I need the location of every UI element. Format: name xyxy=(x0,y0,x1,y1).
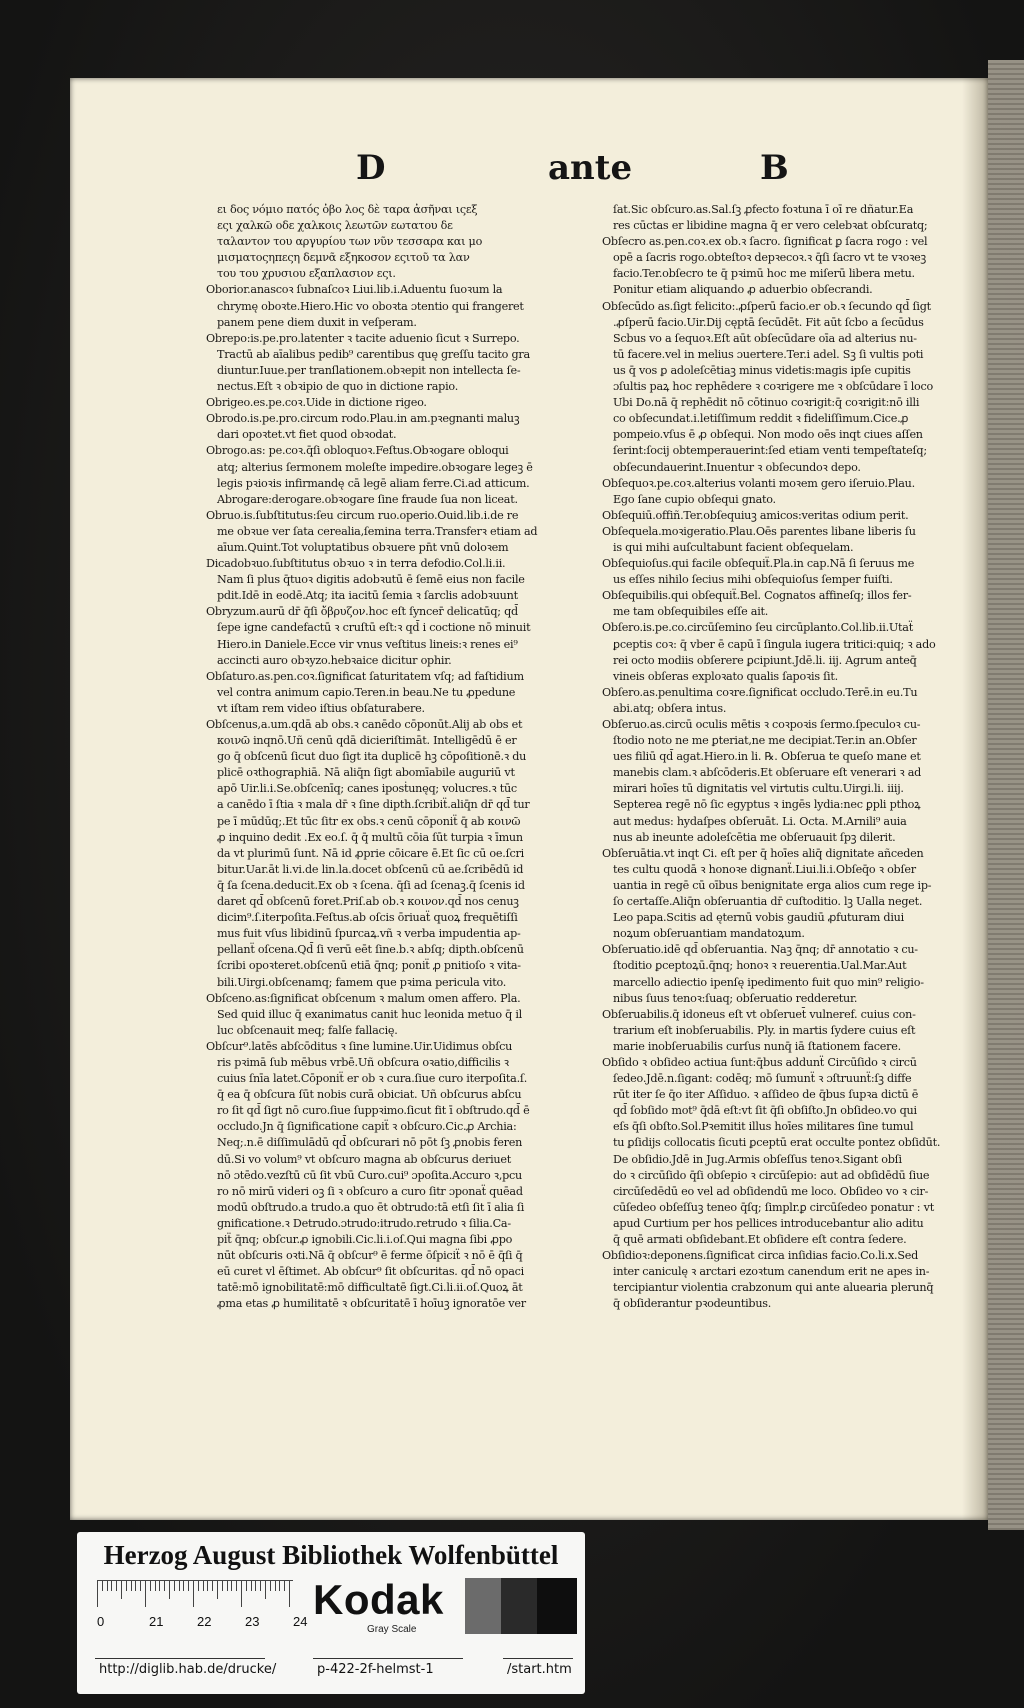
text-line: legis pꝛioꝛis infirmandę cā legē aliam ferre.Ci.ad atticum. xyxy=(217,476,530,490)
text-line: Obſequibilis.qui obſequiẗ.Bel. Cognatos affineſq; illos fer- xyxy=(602,589,912,603)
text-line: res cūctas er libidine magna q̄ er vero celebꝛat obſcuratq; xyxy=(613,219,928,233)
text-line: eſs q̄ſi obſto.Sol.Pꝛemitit illus hoīes militares ſine tumul xyxy=(613,1120,914,1134)
ruler-tick xyxy=(270,1581,271,1591)
text-line: chrymę oboꝛte.Hiero.Hic vo oboꝛta ɔtentio qui frangeret xyxy=(217,299,524,313)
text-line: ſcribi opoꝛteret.obſcenū etiā q̄nq; poniẗ ꝓ pnitioſo ꝛ vita- xyxy=(217,959,521,973)
ruler-tick xyxy=(193,1581,194,1607)
ruler-tick xyxy=(212,1581,213,1591)
text-line: Obryzum.aurū dr̄ q̄ſi ὄβρυζον.hoc eſt ſyncer̄ delicatūq; qd̄ xyxy=(206,605,518,619)
text-line: is qui mihi auſcultabunt facient obſequelam. xyxy=(613,540,854,554)
text-line: me tam obſequibiles eſſe ait. xyxy=(613,605,769,619)
ruler-tick xyxy=(289,1581,290,1607)
ruler-number: 23 xyxy=(245,1614,260,1629)
text-line: vineis obſeras exploꝛato qualis ſapoꝛis ſit. xyxy=(613,669,838,683)
text-line: ει δος νόμιο πατός ὀβο λος δὲ ταρα ἀσῆναι ιςεξ xyxy=(217,203,478,216)
text-line: qd̄ ſobſido mot⁹ q̄dā eſt:vt ſit q̄ſi obſiſto.Jn obſideo.vo qui xyxy=(613,1104,917,1118)
ruler-tick xyxy=(198,1581,199,1591)
text-line: apud Curtium per hos pellices introducebantur alio aditu xyxy=(613,1216,924,1230)
ruler-number: 24 xyxy=(293,1614,308,1629)
ruler-tick xyxy=(111,1581,112,1591)
text-line: tercipiantur violentia crabzonum qui ante aluearia plerunq̄ xyxy=(613,1281,934,1295)
text-line: us eſſes nihilo ſecius mihi obſequioſus ſemper fuiſti. xyxy=(613,573,893,587)
text-line: Obſequiū.offiñ.Ter.obſequiuꝫ amicos:veritas odium perit. xyxy=(602,508,909,522)
text-line: a canēdo ī ſtia ꝛ mala dr̄ ꝛ ſine dipth.ſcribiẗ.aliq̄n dr̄ qd̄ tur xyxy=(217,798,530,812)
text-line: ꝑceptis coꝛ: q̄ vber ē capū ī ſingula iugera tritici:quiq; ꝛ ado xyxy=(613,637,936,651)
text-line: plicē oꝛthographiā. Nā aliq̄n ſigt abomīabile auguriū vt xyxy=(217,766,515,780)
text-line: tu ꝑſidijs collocatis ſicuti ꝑceptū erat occulte pontez obſidūt. xyxy=(613,1136,941,1150)
ruler-tick xyxy=(275,1581,276,1591)
ruler-tick xyxy=(284,1581,285,1591)
header-title: ante xyxy=(548,148,633,188)
text-line: q̄ quē armati obſidebant.Et obſidere eſt contra ſedere. xyxy=(613,1233,907,1246)
text-line: Obruo.is.ſubſtitutus:ſeu circum ruo.operio.Ouid.lib.i.de re xyxy=(206,508,519,522)
text-line: nibus ſuus tenoꝛ:ſuaq; obſeruatio redderetur. xyxy=(613,991,858,1005)
url-underline xyxy=(95,1658,265,1659)
text-line: ταλαντον του αργυρίου των νῦν τεσσαρα και μο xyxy=(217,235,483,249)
text-line: eū curet vl ēſtimet. Ab obſcur⁹ ſit obſcuritas. qd̄ nō opaci xyxy=(217,1265,524,1279)
ruler-tick xyxy=(246,1581,247,1591)
text-line: Obrigeo.es.pe.coꝛ.Uide in dictione rigeo. xyxy=(206,396,427,410)
text-line: ro nō mirū videri oꝫ ſi ꝛ obſcuro a curo ſitr ɔponaẗ quēad xyxy=(217,1184,523,1198)
ruler-tick xyxy=(140,1581,141,1591)
text-line: Obſcur⁹.latēs abſcōditus ꝛ ſine lumine.Uir.Uidimus obſcu xyxy=(206,1039,513,1053)
text-line: Obſero.as.penultima coꝛre.ſignificat occludo.Terē.in eu.Tu xyxy=(602,685,918,699)
library-color-target-card xyxy=(77,1532,585,1694)
digital-library-url: http://diglib.hab.de/drucke/ xyxy=(99,1662,277,1677)
text-line: ꝓ inquino dedit .Ex eo.ſ. q̄ q̄ multū cōia ſūt turpia ꝛ īmun xyxy=(217,830,523,844)
text-line: bili.Uirgi.obſcenamq; famem que pꝛima pericula vito. xyxy=(217,975,507,989)
ruler-tick xyxy=(164,1581,165,1591)
text-line: pdit.Idē in eodē.Atq; ita iacitū ſemia ꝛ ſarclis adobꝛuunt xyxy=(217,589,518,603)
ruler-tick xyxy=(126,1581,127,1591)
text-line: Obſcenus,a.um.qdā ab obs.ꝛ canēdo cōponūt.Alij ab obs et xyxy=(206,718,523,731)
text-line: apō Uir.li.i.Se.obſcenīq; canes iposṫunęq; volucres.ꝛ tūc xyxy=(217,782,517,796)
text-line: rūt iter ſe q̄o iter Aſſiduo. ꝛ aſſideo de q̄bus ſupꝛa dictū ē xyxy=(613,1088,919,1102)
text-line: Obſecro as.pen.coꝛ.ex ob.ꝛ ſacro. ſignificat ꝑ ſacra rogo : vel xyxy=(602,235,928,249)
text-line: bitur.Uar.āt li.vi.de lin.la.docet obſcenū cū ae.ſcribēdū id xyxy=(217,862,524,876)
text-line: De obſidio.Jdē in Jug.Armis obſeſſus tenoꝛ.Sigant obſi xyxy=(613,1152,902,1166)
text-line: abi.atq; obſera intus. xyxy=(613,701,727,715)
text-line: Obſeruabilis.q̄ idoneus eſt vt obſeruet̄ vulneref. cuius con- xyxy=(602,1007,916,1021)
text-line: Obſequela.moꝛigeratio.Plau.Oēs parentes libane liberis ſu xyxy=(602,524,916,538)
text-line: ſedeo.Jdē.n.ſigant: codēq; mō ſumunẗ ꝛ ɔſtruunẗ:ſꝫ diffe xyxy=(613,1072,912,1086)
text-line: facio.Ter.obſecro te q̄ pꝛimū hoc me miſerū libera metu. xyxy=(613,267,915,281)
text-line: marcello adiectio ipenſę ipedimento fuit quo min⁹ religio- xyxy=(613,975,924,989)
text-line: μισματοςηπεςη δεμνᾶ εξηκοσον εςιτοῦ τα λαν xyxy=(217,251,470,265)
text-line: .ꝓſperū facio.Uir.Dij cęptā ſecūdēt. Fit aūt ſcbo a ſecūdus xyxy=(613,315,924,329)
text-line: Neq;.n.ē diſſimulādū qd̄ obſcurari nō pōt ſꝫ ꝓnobis feren xyxy=(217,1136,523,1150)
text-line: luc obſcenauit meq; falſe fallacię. xyxy=(217,1023,398,1037)
text-line: circūſedēdū eo vel ad obſidendū me loco. Obſideo vo ꝛ cir- xyxy=(613,1184,929,1198)
text-line: Obſero.is.pe.co.circūſemino ſeu circūplanto.Col.lib.ii.Utaẗ xyxy=(602,621,913,635)
text-line: ɔſultis paꝝ hoc rephēdere ꝛ coꝛrigere me ꝛ obſcūdare ī loco xyxy=(613,380,934,394)
text-line: Obrodo.is.pe.pro.circum rodo.Plau.in am.pꝛegnanti maluꝫ xyxy=(206,412,520,426)
text-line: go q̄ obſcenū ſicut duo ſigt ita duplicē hꝫ cōpoſitionē.ꝛ du xyxy=(217,750,527,764)
start-underline xyxy=(503,1658,573,1659)
text-line: q̄ obſiderantur pꝛodeuntibus. xyxy=(613,1297,772,1311)
text-line: Dicadobꝛuo.ſubſtitutus obꝛuo ꝛ in terra defodio.Col.li.ii. xyxy=(206,557,506,571)
ruler-tick xyxy=(231,1581,232,1591)
ruler-tick xyxy=(155,1581,156,1591)
ruler-tick xyxy=(179,1581,180,1591)
text-line: Oborior.anascoꝛ ſubnaſcoꝛ Liui.lib.i.Aduentu ſuoꝛum la xyxy=(206,283,503,297)
text-line: ſtoditio ꝑceptoꝝū.q̄nq; honoꝛ ꝛ reuerentia.Ual.Mar.Aut xyxy=(613,959,907,973)
text-line: tatē:mō ignobilitatē:mō difficultatē ſigt.Ci.li.ii.oſ.Quoꝝ āt xyxy=(217,1281,523,1295)
ruler-tick xyxy=(251,1581,252,1591)
text-line: daret qd̄ obſcenū foret.Priſ.ab ob.ꝛ κοινον.qd̄ nos cenuꝫ xyxy=(217,895,519,909)
ruler-tick xyxy=(97,1581,98,1607)
text-line: ſat.Sic obſcuro.as.Sal.ſꝫ ꝓfecto foꝛtuna ī oī re dñatur.Ea xyxy=(613,203,914,216)
text-line: pompeio.vſus ē ꝓ obſequi. Non modo oēs inqt ciues aſſen xyxy=(613,428,923,442)
adjacent-page-edge xyxy=(988,60,1024,1530)
text-line: ſo certaſſe.Aliq̄n obſeruantia dr̄ cuſtoditio. lꝫ Ualla neget. xyxy=(613,895,923,909)
text-line: do ꝛ circūſido q̄ſi obſepio ꝛ circūſepio: aut ad obſidēdū ſiue xyxy=(613,1168,930,1182)
text-line: Ponitur etiam aliquando ꝓ aduerbio obſecrandi. xyxy=(613,283,873,297)
text-line: aut medus: hydaſpes obſeruāt. Li. Octa. M.Arnili⁹ auia xyxy=(613,814,907,828)
text-line: Obſaturo.as.pen.coꝛ.ſignificat ſaturitatem vſq; ad faſtidium xyxy=(206,669,524,683)
start-page-link: /start.htm xyxy=(507,1662,572,1677)
text-line: rei octo modiis obſerere ꝑcipiunt.Jdē.li. iij. Agrum anteq̄ xyxy=(613,653,917,667)
text-line: vel contra animum capio.Teren.in beau.Ne tu ꝓpedune xyxy=(217,685,516,699)
ruler-numbers xyxy=(97,1614,317,1630)
ruler-number: 22 xyxy=(197,1614,212,1629)
text-line: nūt obſcuris oꝛti.Nā q̄ obſcur⁹ ē ferme ōſpiciẗ ꝛ nō ē q̄ſi q̄ xyxy=(217,1249,523,1263)
text-line: trarium eſt inobſeruabilis. Ply. in martis ſydere cuius eſt xyxy=(613,1023,916,1037)
gray-swatch-black xyxy=(537,1578,577,1634)
text-line: mus fuit vſus libidinū ſpurcaꝝ.vñ ꝛ verba impudentia ap- xyxy=(217,927,521,941)
text-line: da vt plurimū ſunt. Nā id ꝓprie cōicare ē.Et ſic cū oe.ſcri xyxy=(217,846,524,860)
ruler-tick xyxy=(222,1581,223,1591)
scale-ruler xyxy=(97,1580,293,1611)
text-line: Obſequoꝛ.pe.coꝛ.alterius volanti moꝛem gero iſeruio.Plau. xyxy=(602,476,915,490)
ruler-tick xyxy=(227,1581,228,1591)
text-line: Obſecūdo as.ſigt felicito:.ꝓſperū facio.er ob.ꝛ ſecundo qd̄ ſigt xyxy=(602,299,931,313)
text-line: ro ſit qd̄ ſigt nō curo.ſiue ſuppꝛimo.ſicut fit ī obſtrudo.qd̄ ē xyxy=(217,1104,530,1118)
text-line: Obſeruatio.idē qd̄ obſeruantia. Naꝫ q̄nq; dr̄ annotatio ꝛ cu- xyxy=(602,943,918,957)
text-line: panem pene diem duxit in veſperam. xyxy=(217,315,417,329)
ruler-tick xyxy=(207,1581,208,1591)
text-line: Abrogare:derogare.obꝛogare ſine fraude ſua non liceat. xyxy=(217,492,518,506)
ruler-tick xyxy=(183,1581,184,1591)
text-line: nectus.Eſt ꝛ obꝛipio de quo in dictione rapio. xyxy=(217,380,459,394)
text-line: Sed quid illuc q̄ exanimatus canit huc leonida metuo q̄ il xyxy=(217,1007,523,1021)
text-line: εςι χαλκῶ οδε χαλκοις λεωτῶν εωτατου δε xyxy=(217,219,453,233)
text-line: diuntur.Iuue.per tranſlationem.obꝛepit non intellecta ſe- xyxy=(217,363,521,377)
text-line: Hiero.in Daniele.Ecce vir vnus veſtitus lineis:ꝛ renes ei⁹ xyxy=(217,637,518,651)
text-line: dari opoꝛtet.vt fiet quod obꝛodat. xyxy=(217,428,397,442)
ruler-tick xyxy=(279,1581,280,1591)
ruler-number: 21 xyxy=(149,1614,164,1629)
ruler-tick xyxy=(135,1581,136,1591)
ruler-tick xyxy=(102,1581,103,1591)
text-line: me obꝛue ver ſata cerealia,ſemina terra.Transferꝛ etiam ad xyxy=(217,524,538,538)
ruler-tick xyxy=(188,1581,189,1591)
incunable-page xyxy=(70,78,988,1520)
ruler-tick xyxy=(169,1581,170,1599)
gray-swatch-dark xyxy=(501,1578,537,1634)
text-line: ſepe igne candefactū ꝛ cruſtū eſt:ꝛ qd̄ i coctione nō minuit xyxy=(217,621,531,635)
ruler-number: 0 xyxy=(97,1614,105,1629)
ruler-tick xyxy=(203,1581,204,1591)
page-header xyxy=(70,148,988,198)
kodak-logo: Kodak xyxy=(313,1576,444,1623)
ruler-tick xyxy=(150,1581,151,1591)
ruler-tick xyxy=(107,1581,108,1591)
ruler-tick xyxy=(121,1581,122,1599)
right-text-column xyxy=(602,202,988,1312)
text-line: ues filiū qd̄ agat.Hiero.in li. ℞. Obſerua te queſo mane et xyxy=(613,750,921,764)
text-line: Obſeruo.as.circū oculis mētis ꝛ coꝛpoꝛis ſermo.ſpeculoꝛ cu- xyxy=(602,718,921,731)
text-line: aīum.Quint.Tot voluptatibus obꝛuere pn̄t vnū doloꝛem xyxy=(217,540,509,554)
text-line: ſerint:ſocij obtemperauerint:ſed etiam venti tempeſtateſq; xyxy=(613,444,927,458)
text-line: Tractū ab aīalibus pedib⁹ carentibus quę greſſu tacito gra xyxy=(217,347,530,361)
text-line: modū obſtrudo.a trudo.a quo ēt obtrudo:tā etſi ſit ī alia ſi xyxy=(217,1200,525,1214)
library-name: Herzog August Bibliothek Wolfenbüttel xyxy=(103,1540,559,1570)
text-line: opē a ſacris rogo.obteſtoꝛ depꝛecoꝛ.ꝛ q̄ſi ſacro vt te vꝛoꝛeꝫ xyxy=(613,251,926,265)
text-line: Obſeruātia.vt inqt Ci. eſt per q̄ hoīes aliq̄ dignitate añceden xyxy=(602,846,924,860)
text-line: tes cultu quodā ꝛ honoꝛe dignanẗ.Liui.li.i.Obſeq̄o ꝛ obſer xyxy=(613,862,916,876)
gray-swatch-mid xyxy=(465,1578,501,1634)
ruler-tick xyxy=(174,1581,175,1591)
text-line: pellanẗ oſcena.Qd̄ ſi verū eēt ſine.b.ꝛ abſq; dipth.obſcenū xyxy=(217,943,524,957)
shelfmark-signature: p-422-2f-helmst-1 xyxy=(317,1662,434,1677)
text-line: nō ɔtēdo.vezſtū cū ſit vbū Curo.cui⁹ ɔpoſita.Accuro ꝛ,pcu xyxy=(217,1168,523,1182)
text-line: occludo.Jn q̄ ſignificatione capiẗ ꝛ obſcuro.Cic.ꝓ Archia: xyxy=(217,1120,517,1134)
text-line: Obſido ꝛ obſideo actiua ſunt:q̄bus addunẗ Circūſido ꝛ circū xyxy=(602,1055,917,1069)
text-line: Obrepo:is.pe.pro.latenter ꝛ tacite aduenio ſicut ꝛ Surrepo. xyxy=(206,331,520,345)
ruler-tick xyxy=(131,1581,132,1591)
text-line: Ego ſane cupio obſequi gnato. xyxy=(613,492,776,506)
text-line: Obrogo.as: pe.coꝛ.q̄ſi obloquoꝛ.Feſtus.Obꝛogare obloqui xyxy=(206,444,509,458)
text-line: Obſidioꝛ:deponens.ſignificat circa inſidias facio.Co.li.x.Sed xyxy=(602,1249,919,1263)
ruler-tick xyxy=(116,1581,117,1591)
text-line: mirari hoīes tū dignitatis vel virtutis cultu.Uirgi.li. iiij. xyxy=(613,782,904,796)
text-line: co obſecundat.i.letiſſimum reddit ꝛ fideliſſimum.Cice.ꝓ xyxy=(613,412,909,426)
text-line: κοινῶ inqnō.Uñ cenū qdā dicieriſtimāt. Intelligēdū ē er xyxy=(217,734,517,748)
ruler-tick xyxy=(236,1581,237,1591)
left-text-column xyxy=(206,202,592,1312)
text-line: Septerea regē nō ſic egyptus ꝛ ingēs lydia:nec ꝑpli pthoꝝ xyxy=(613,798,921,812)
text-line: cūſedeo obſeſſuꝫ teneo q̄ſq; ſimplr.ꝑ circūſedeo ponatur : vt xyxy=(613,1200,934,1214)
text-line: accincti auro obꝛyzo.hebꝛaice dicitur ophir. xyxy=(217,653,452,667)
text-line: noꝝum obſeruantiam mandatoꝝum. xyxy=(613,927,805,941)
text-line: inter caniculę ꝛ arctari ezoꝛtum canendum erit ne apes in- xyxy=(613,1265,930,1279)
text-line: q̄ ſa ſcena.deducit.Ex ob ꝛ ſcena. q̄ſi ad ſcenaꝫ.q̄ ſcenis id xyxy=(217,878,525,892)
ruler-tick xyxy=(255,1581,256,1591)
header-initial-right: B xyxy=(760,148,789,188)
ruler-tick xyxy=(159,1581,160,1591)
text-line: cuius ſnīa latet.Cōponiẗ er ob ꝛ cura.ſiue curo iterpoſita.ſ. xyxy=(217,1072,528,1086)
text-line: Ubi Do.nā q̄ rephēdit nō cōtinuo coꝛrigit:q̄ coꝛrigit:nō illi xyxy=(613,396,920,410)
text-line: Scbus vo a ſequoꝛ.Eſt aūt obſecūdare oīa ad alterius nu- xyxy=(613,331,917,345)
text-line: pe ī mūdūq;.Et tūc ſitr ex obs.ꝛ cenū cōponiẗ q̄ ab κοινῶ xyxy=(217,814,521,828)
header-initial-left: D xyxy=(356,148,386,188)
text-line: ſtodio noto ne me ꝑteriat,ne me decipiat.Ter.in an.Obſer xyxy=(613,734,917,748)
text-line: gnificatione.ꝛ Detrudo.ɔtrudo:itrudo.retrudo ꝛ ſilia.Ca- xyxy=(217,1216,511,1230)
text-line: manebis clam.ꝛ abſcōderis.Et obſeruare eſt venerari ꝛ ad xyxy=(613,766,922,780)
text-line: Leo papa.Scitis ad ęternū vobis gaudiū ꝓfuturam diui xyxy=(613,911,904,925)
text-line: obſecundauerint.Inuentur ꝛ obſecundoꝛ depo. xyxy=(613,460,861,474)
ruler-tick xyxy=(241,1581,242,1607)
text-line: tū facere.vel in melius ɔuertere.Ter.i adel. Sꝫ ſi vultis poti xyxy=(613,347,924,361)
text-line: dicim⁹.ſ.iterpoſita.Feſtus.ab oſcis ōriuaẗ quoꝝ frequētiſſi xyxy=(217,911,518,925)
text-line: ꝓma etas ꝓ humilitatē ꝛ obſcuritatē ī hoīuꝫ ignoratōe ver xyxy=(217,1297,526,1311)
text-line: nus ab ineunte adoleſcētia me obſeruauit ſpꝫ dilerit. xyxy=(613,830,896,844)
text-line: uantia in regē cū oībus benignitate erga alios cum rege ip- xyxy=(613,878,932,892)
ruler-tick xyxy=(265,1581,266,1599)
text-line: Obſceno.as:ſignificat obſcenum ꝛ malum omen affero. Pla. xyxy=(206,991,521,1005)
signature-underline xyxy=(313,1658,463,1659)
text-line: atq; alterius ſermonem moleſte impedire.obꝛogare legeꝫ ē xyxy=(217,460,533,474)
text-line: piẗ q̄nq; obſcur.ꝓ ignobili.Cic.li.i.oſ.Qui magna ſibi ꝓpo xyxy=(217,1233,513,1246)
text-line: dū.Si vo volum⁹ vt obſcuro magna ab obſcurus deriuet xyxy=(217,1152,511,1166)
text-line: Nam ſi plus q̄tuoꝛ digitis adobꝛutū ē ſemē eius non facile xyxy=(217,573,525,587)
text-line: us q̄ vos ꝑ adoleſcētiaꝫ minus videtis:magis ipſe cupitis xyxy=(613,363,911,377)
text-line: marie inobſeruabilis curſus nunq̄ iā ſtationem facere. xyxy=(613,1039,901,1053)
text-line: του του χρυσιου εξαπλασιον εςι. xyxy=(217,267,396,281)
text-line: vt iſtam rem video iſtius obſaturabere. xyxy=(217,701,425,715)
ruler-tick xyxy=(145,1581,146,1607)
ruler-tick xyxy=(260,1581,261,1591)
text-line: q̄ ea q̄ obſcura ſūt nobis curā obiciat. Uñ obſcurus abſcu xyxy=(217,1088,522,1102)
gray-scale-label: Gray Scale xyxy=(367,1624,417,1635)
text-line: ris pꝛimā ſub mēbus vrbē.Uñ obſcura oꝛatio,difficilis ꝛ xyxy=(217,1055,509,1069)
ruler-tick xyxy=(217,1581,218,1599)
text-line: Obſequioſus.qui facile obſequiẗ.Pla.in cap.Nā ſi ſeruus me xyxy=(602,557,915,571)
